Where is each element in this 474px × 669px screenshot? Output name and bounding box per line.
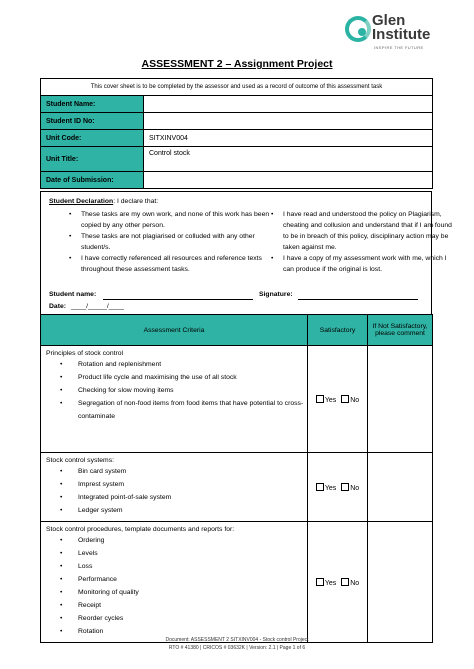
unit-code-label: Unit Code: (41, 130, 144, 147)
list-item: • Monitoring of quality (78, 586, 306, 599)
date-label: Date: (49, 303, 66, 310)
list-item: • Levels (78, 547, 306, 560)
logo-line2: Institute (372, 26, 431, 43)
yes-checkbox[interactable] (316, 483, 324, 491)
criteria-list (42, 534, 306, 638)
student-name-label: Student Name: (41, 96, 144, 113)
criteria-row-principles (41, 346, 433, 453)
logo-mark-icon (345, 16, 371, 42)
list-item: • Performance (78, 573, 306, 586)
student-name-field[interactable] (144, 96, 433, 113)
unit-title-label: Unit Title: (41, 147, 144, 172)
comment-cell[interactable] (368, 346, 433, 453)
cover-note: This cover sheet is to be completed by the assessor and used as a record of outcome of this assessment task (41, 79, 433, 96)
criteria-row-systems (41, 453, 433, 522)
footer-line2: RTO # 41380 | CRICOS # 03632K | Version: 2.1 | Page 1 of 6 (168, 645, 306, 651)
list-item: • Checking for slow moving items (78, 384, 306, 397)
no-label: No (350, 396, 360, 404)
declaration-item: • These tasks are my own work, and none of this work has been copied by any other person. (81, 209, 271, 231)
no-label: No (350, 484, 360, 492)
no-checkbox[interactable] (341, 483, 349, 491)
satisfactory-cell (308, 453, 368, 522)
student-id-field[interactable] (144, 113, 433, 130)
logo-tagline: INSPIRE THE FUTURE (374, 45, 424, 50)
cover-row-date (41, 172, 433, 189)
cover-row-unit-title (41, 147, 433, 172)
section-title: Stock control procedures, template documents and reports for: (46, 526, 235, 533)
list-item: • Product life cycle and maximising the use of all stock (78, 371, 306, 384)
list-item: • Receipt (78, 599, 306, 612)
date-blank[interactable]: ____/_____/____ (71, 303, 124, 310)
criteria-list (42, 358, 306, 423)
yes-checkbox[interactable] (316, 395, 324, 403)
declaration-item: • These tasks are not plagiarised or colluded with any other student/s. (81, 231, 271, 253)
comment-cell[interactable] (368, 522, 433, 643)
yes-label: Yes (324, 579, 337, 587)
list-item: • Rotation and replenishment (78, 358, 306, 371)
header-comment: If Not Satisfactory, please comment (368, 315, 433, 346)
criteria-cell (41, 522, 308, 643)
declaration-heading (49, 198, 158, 205)
criteria-list (42, 465, 306, 517)
declaration-list-right (261, 209, 453, 275)
logo-line1: Glen (372, 12, 406, 29)
satisfactory-cell (308, 522, 368, 643)
list-item: • Bin card system (78, 465, 306, 478)
criteria-cell (41, 453, 308, 522)
glen-institute-logo (345, 14, 445, 52)
date-of-submission-label: Date of Submission: (41, 172, 144, 189)
list-item: • Reorder cycles (78, 612, 306, 625)
declaration-item: • I have correctly referenced all resources and reference texts throughout these assessment tasks. (81, 253, 271, 275)
declaration-item: • I have read and understood the policy on Plagiarism, cheating and collusion and understand that if I am found to be in breach of this policy, disciplinary action may be taken against me. (283, 209, 453, 253)
no-label: No (350, 579, 360, 587)
section-title: Stock control systems: (46, 457, 114, 464)
footer-line1: Document: ASSESSMENT 2 SITXINV004 - Stock control Project (165, 637, 309, 643)
signature-label: Signature: (259, 291, 293, 298)
page-footer (0, 636, 474, 652)
date-of-submission-field[interactable] (144, 172, 433, 189)
criteria-cell (41, 346, 308, 453)
unit-title-value: Control stock (144, 147, 433, 172)
student-name-sign-line[interactable] (103, 299, 253, 300)
comment-cell[interactable] (368, 453, 433, 522)
declaration-item: • I have a copy of my assessment work with me, which I can produce if the original is lost. (283, 253, 453, 275)
cover-row-student-name (41, 96, 433, 113)
student-name-sign-label: Student name: (49, 291, 97, 298)
list-item: • Segregation of non-food items from food items that have potential to cross-contaminate (78, 397, 306, 423)
no-checkbox[interactable] (341, 578, 349, 586)
list-item: • Ordering (78, 534, 306, 547)
declaration-heading-bold: Student Declaration (49, 198, 114, 205)
list-item: • Imprest system (78, 478, 306, 491)
list-item: • Integrated point-of-sale system (78, 491, 306, 504)
student-id-label: Student ID No: (41, 113, 144, 130)
list-item: • Loss (78, 560, 306, 573)
yes-checkbox[interactable] (316, 578, 324, 586)
student-declaration (40, 191, 452, 315)
signature-line[interactable] (298, 299, 418, 300)
satisfactory-cell (308, 346, 368, 453)
section-title: Principles of stock control (46, 350, 124, 357)
document-title: ASSESSMENT 2 – Assignment Project (141, 58, 333, 70)
list-item: • Rotation (78, 625, 306, 638)
no-checkbox[interactable] (341, 395, 349, 403)
cover-row-unit-code (41, 130, 433, 147)
declaration-heading-rest: : I declare that: (113, 198, 159, 205)
header-satisfactory: Satisfactory (308, 315, 368, 346)
header-assessment-criteria: Assessment Criteria (41, 315, 308, 346)
cover-row-student-id (41, 113, 433, 130)
declaration-list-left (59, 209, 271, 275)
cover-sheet-table (40, 78, 433, 189)
criteria-row-procedures (41, 522, 433, 643)
yes-label: Yes (324, 484, 337, 492)
criteria-header-row (41, 315, 433, 346)
assessment-criteria-table (40, 314, 433, 643)
unit-code-value: SITXINV004 (144, 130, 433, 147)
list-item: • Ledger system (78, 504, 306, 517)
yes-label: Yes (324, 396, 337, 404)
